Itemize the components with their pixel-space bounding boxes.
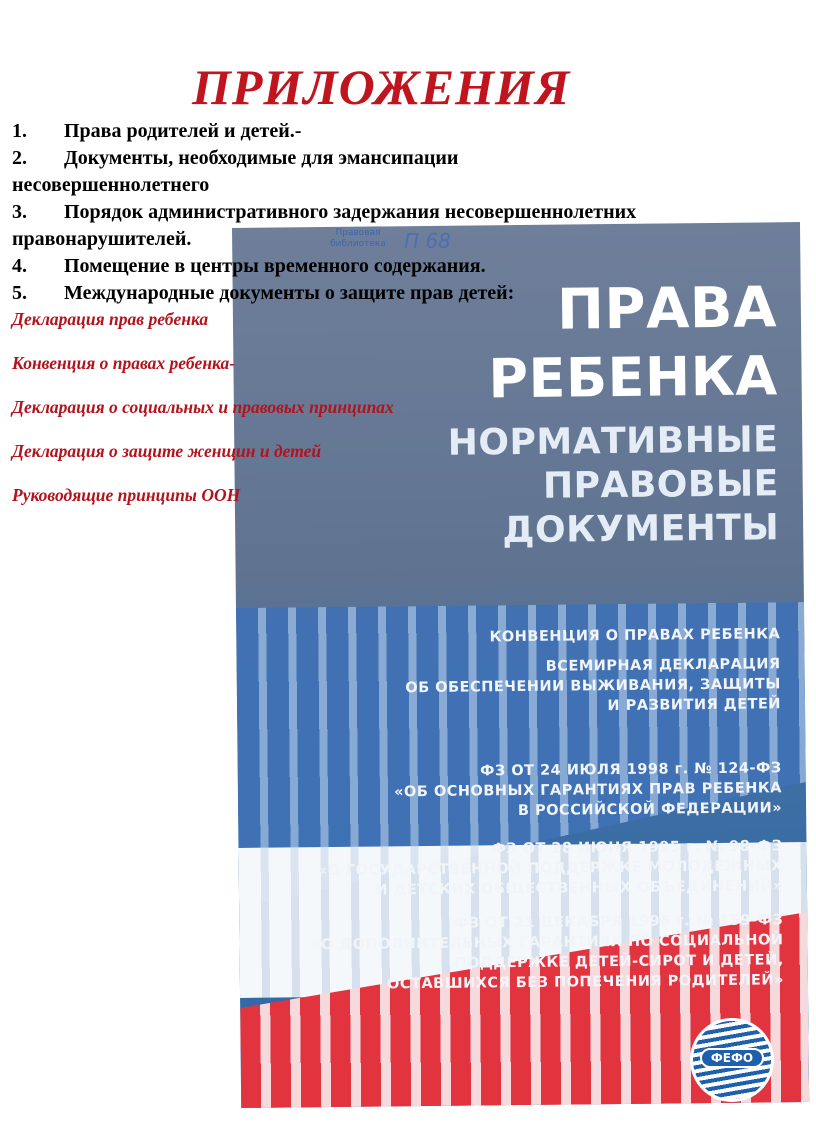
- subitem-declaration-rights: Декларация прав ребенка: [12, 309, 209, 329]
- list-item-number: 5.: [12, 282, 27, 304]
- subitem-convention: Конвенция о правах ребенка-: [12, 353, 236, 373]
- appendix-list: [12, 118, 802, 307]
- cover-subtitle: [448, 418, 780, 553]
- list-item-text: Права родителей и детей.-: [64, 120, 302, 142]
- subitem-un-guidelines: Руководящие принципы ООН: [12, 485, 241, 505]
- library-stamp-line1: Правовая: [335, 228, 381, 238]
- international-documents-list: [12, 308, 492, 528]
- cover-doc-4-line3: И ДЕТСКИХ ОБЩЕСТВЕННЫХ ОБЪЕДИНЕНИЙ»: [375, 878, 784, 899]
- list-item-text: Международные документы о защите прав детей:: [64, 282, 515, 304]
- publisher-logo-text: ФЕФО: [700, 1048, 764, 1068]
- cover-doc-5-line2: «О ДОПОЛНИТЕЛЬНЫХ ГАРАНТИЯХ ПО СОЦИАЛЬНОЙ: [311, 932, 784, 954]
- list-item-text: Помещение в центры временного содержания.: [64, 255, 486, 277]
- handwritten-code: П 68: [404, 229, 451, 253]
- library-stamp-line2: библиотека: [330, 239, 386, 249]
- cover-title-line2: РЕБЕНКА: [488, 344, 778, 411]
- list-item: [12, 145, 802, 199]
- list-item-continuation: правонарушителей.: [12, 228, 192, 250]
- subitem-declaration-protection: Декларация о защите женщин и детей: [12, 441, 322, 461]
- list-item: [12, 118, 802, 145]
- list-item-number: 2.: [12, 147, 27, 169]
- cover-doc-2-line2: ОБ ОБЕСПЕЧЕНИИ ВЫЖИВАНИЯ, ЗАЩИТЫ: [405, 676, 781, 697]
- list-item-text: Порядок административного задержания несовершеннолетних: [64, 201, 637, 223]
- cover-title-line1: ПРАВА: [556, 275, 778, 343]
- subitem-declaration-social: Декларация о социальных и правовых принципах: [12, 397, 394, 417]
- cover-doc-5: [311, 910, 784, 995]
- cover-subtitle-line1: НОРМАТИВНЫЕ: [447, 419, 779, 464]
- cover-subtitle-line2: ПРАВОВЫЕ: [542, 463, 779, 507]
- list-item: [12, 253, 802, 280]
- cover-doc-2-line1: ВСЕМИРНАЯ ДЕКЛАРАЦИЯ: [545, 656, 781, 675]
- cover-doc-3-line1: ФЗ ОТ 24 ИЮЛЯ 1998 г. № 124-ФЗ: [479, 760, 782, 780]
- cover-doc-1: КОНВЕНЦИЯ О ПРАВАХ РЕБЕНКА: [489, 626, 781, 646]
- cover-doc-5-line1: ФЗ ОТ 21 ДЕКАБРЯ 1996 г. № 159-ФЗ: [453, 912, 784, 932]
- list-item-continuation: несовершеннолетнего: [12, 174, 210, 196]
- page-title: ПРИЛОЖЕНИЯ: [192, 59, 571, 115]
- cover-doc-5-line3: ПОДДЕРЖКЕ ДЕТЕЙ-СИРОТ И ДЕТЕЙ,: [454, 952, 784, 972]
- cover-doc-3-line3: В РОССИЙСКОЙ ФЕДЕРАЦИИ»: [517, 800, 783, 820]
- cover-doc-4-line1: ФЗ ОТ 28 ИЮНЯ 1995 г. № 98-ФЗ: [491, 838, 783, 858]
- list-item-number: 4.: [12, 255, 27, 277]
- list-item-text: Документы, необходимые для эмансипации: [64, 147, 459, 169]
- list-item-number: 3.: [12, 201, 27, 223]
- cover-doc-3-line2: «ОБ ОСНОВНЫХ ГАРАНТИЯХ ПРАВ РЕБЕНКА: [394, 780, 782, 801]
- cover-doc-5-line4: ОСТАВШИХСЯ БЕЗ ПОПЕЧЕНИЯ РОДИТЕЛЕЙ»: [386, 972, 784, 993]
- cover-doc-4: [317, 836, 783, 901]
- cover-doc-2-line3: И РАЗВИТИЯ ДЕТЕЙ: [607, 696, 782, 715]
- cover-doc-3: [394, 758, 782, 822]
- cover-doc-4-line2: «О ГОСУДАРСТВЕННОЙ ПОДДЕРЖКЕ МОЛОДЕЖНЫХ: [317, 858, 783, 880]
- list-item: [12, 199, 802, 253]
- cover-doc-2: [405, 654, 781, 718]
- list-item-number: 1.: [12, 120, 27, 142]
- list-item: [12, 280, 802, 307]
- cover-subtitle-line3: ДОКУМЕНТЫ: [502, 507, 780, 552]
